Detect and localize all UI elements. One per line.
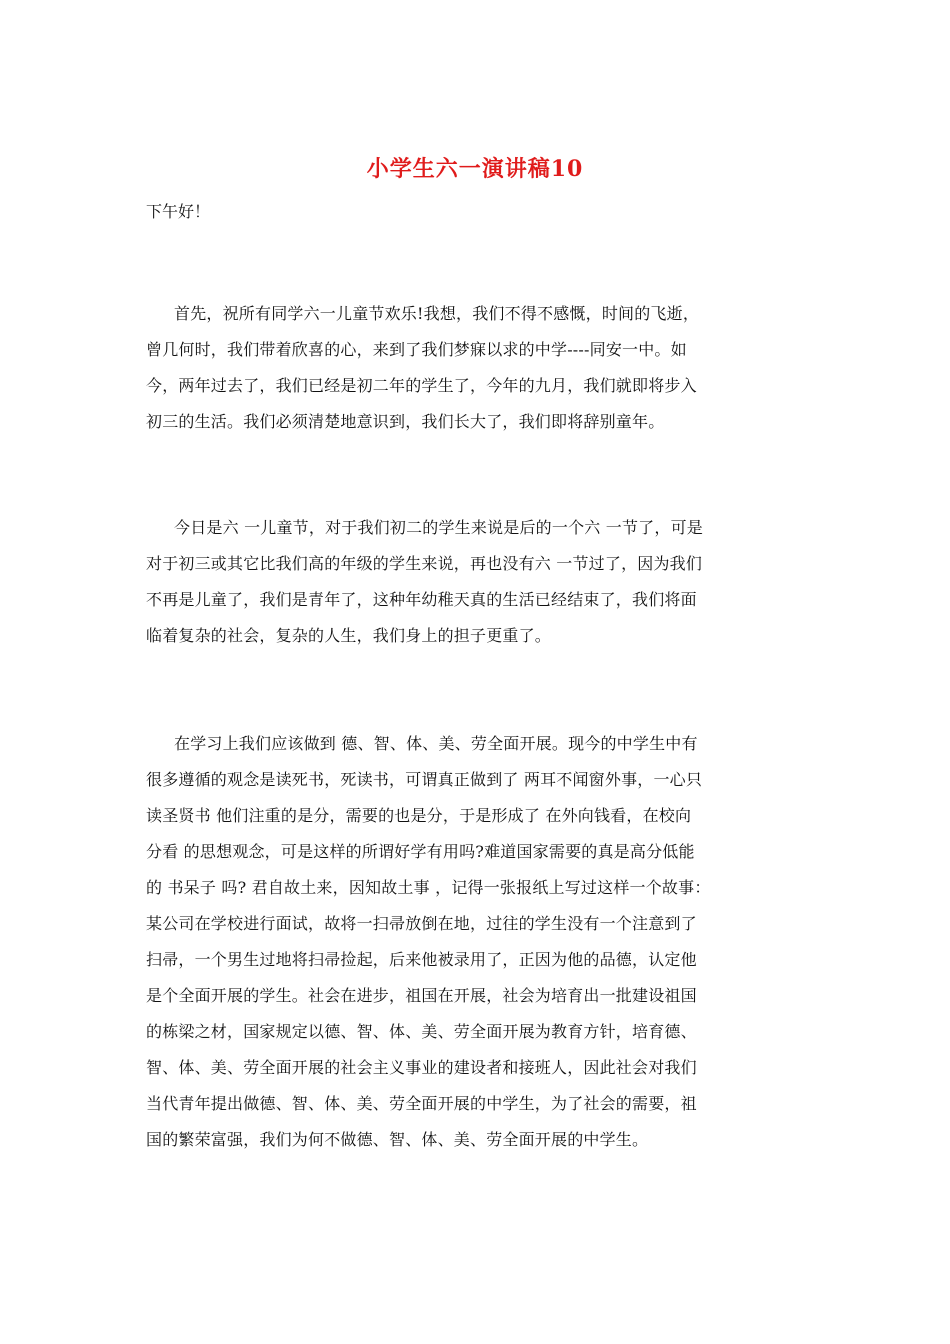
- paragraph-line: 当代青年提出做德、智、体、美、劳全面开展的中学生，为了社会的需要，祖: [146, 1094, 697, 1113]
- paragraph-line: 国的繁荣富强，我们为何不做德、智、体、美、劳全面开展的中学生。: [146, 1130, 649, 1149]
- paragraph-line: 的 书呆子 吗? 君自故土来，因知故土事 ，记得一张报纸上写过这样一个故事：: [146, 878, 711, 897]
- paragraph-line: 对于初三或其它比我们高的年级的学生来说，再也没有六 一节过了，因为我们: [146, 554, 703, 573]
- paragraph-line: 很多遵循的观念是读死书，死读书，可谓真正做到了 两耳不闻窗外事，一心只: [146, 770, 703, 789]
- paragraph-line: 某公司在学校进行面试，故将一扫帚放倒在地，过往的学生没有一个注意到了: [146, 914, 697, 933]
- paragraph-1: [146, 296, 816, 440]
- paragraph-line: 临着复杂的社会，复杂的人生，我们身上的担子更重了。: [146, 626, 552, 645]
- document-title: 小学生六一演讲稿10: [366, 156, 584, 182]
- paragraph-3: [146, 726, 816, 1158]
- paragraph-line: 智、体、美、劳全面开展的社会主义事业的建设者和接班人，因此社会对我们: [146, 1058, 697, 1077]
- paragraph-line: 首先，祝所有同学六一儿童节欢乐!我想，我们不得不感慨，时间的飞逝，: [174, 304, 700, 323]
- paragraph-line: 不再是儿童了，我们是青年了，这种年幼稚天真的生活已经结束了，我们将面: [146, 590, 697, 609]
- paragraph-line: 今，两年过去了，我们已经是初二年的学生了，今年的九月，我们就即将步入: [146, 376, 697, 395]
- greeting-text: 下午好！: [146, 202, 211, 221]
- paragraph-line: 在学习上我们应该做到 德、智、体、美、劳全面开展。现今的中学生中有: [174, 734, 698, 753]
- paragraph-line: 初三的生活。我们必须清楚地意识到，我们长大了，我们即将辞别童年。: [146, 412, 665, 431]
- paragraph-line: 扫帚，一个男生过地将扫帚捡起，后来他被录用了，正因为他的品德，认定他: [146, 950, 697, 969]
- paragraph-line: 分看 的思想观念，可是这样的所谓好学有用吗?难道国家需要的真是高分低能: [146, 842, 695, 861]
- paragraph-line: 曾几何时，我们带着欣喜的心，来到了我们梦寐以求的中学----同安一中。如: [146, 340, 687, 359]
- paragraph-line: 读圣贤书 他们注重的是分，需要的也是分，于是形成了 在外向钱看，在校向: [146, 806, 692, 825]
- paragraph-line: 是个全面开展的学生。社会在进步，祖国在开展，社会为培育出一批建设祖国: [146, 986, 697, 1005]
- paragraph-2: [146, 510, 816, 654]
- paragraph-line: 今日是六 一儿童节，对于我们初二的学生来说是后的一个六 一节了，可是: [174, 518, 703, 537]
- paragraph-line: 的栋梁之材，国家规定以德、智、体、美、劳全面开展为教育方针，培育德、: [146, 1022, 697, 1041]
